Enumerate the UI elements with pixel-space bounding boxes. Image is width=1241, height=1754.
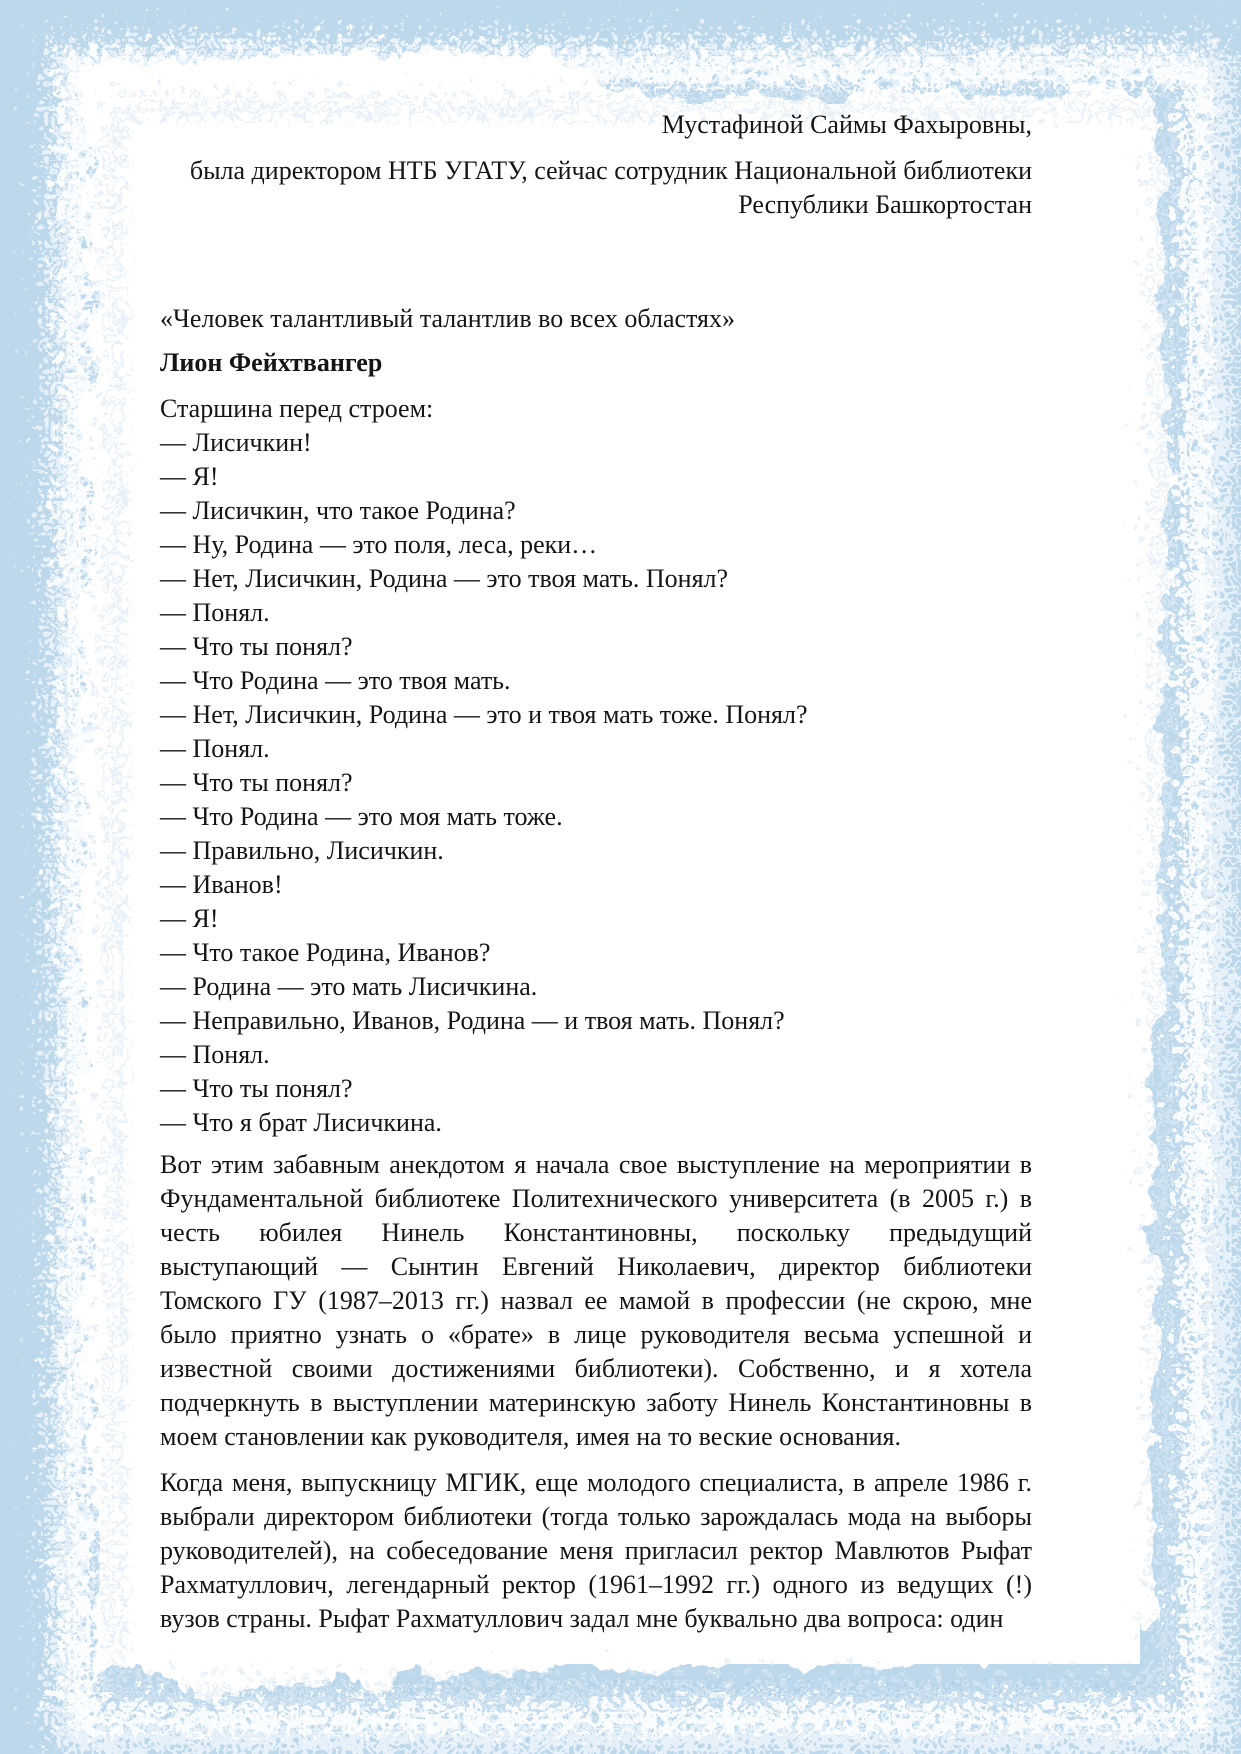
body-paragraph: Вот этим забавным анекдотом я начала свое выступление на мероприятии в Фундаментальной библиотеке Политехнического университета (в 2005 г.) в честь юбилея Нинель Константиновны, поскольку предыдущий выступающий — Сынтин Евгений Николаевич, директор библиотеки Томского ГУ (1987–2013 гг.) назвал ее мамой в профессии (не скрою, мне было приятно узнать о «брате» в лице руководителя весьма успешной и известной своими достижениями библиотеки). Собственно, и я хотела подчеркнуть в выступлении материнскую заботу Нинель Константиновны в моем становлении как руководителя, имея на то веские основания. — [160, 1150, 1032, 1451]
body-paragraph: Когда меня, выпускницу МГИК, еще молодого специалиста, в апреле 1986 г. выбрали директором библиотеки (тогда только зарождалась мода на выборы руководителей), на собеседование меня пригласил ректор Мавлютов Рыфат Рахматуллович, легендарный ректор (1961–1992 гг.) одного из ведущих (!) вузов страны. Рыфат Рахматуллович задал мне буквально два вопроса: один — [160, 1468, 1032, 1633]
dialogue-line: — Лисичкин! — [160, 428, 312, 457]
dialogue-line: — Родина — это мать Лисичкина. — [160, 972, 538, 1001]
dialogue-line: — Нет, Лисичкин, Родина — это твоя мать. Понял? — [160, 564, 729, 593]
page-content — [160, 108, 1032, 1648]
dialogue-line: — Что я брат Лисичкина. — [160, 1108, 442, 1137]
dialogue-line: — Что ты понял? — [160, 768, 353, 797]
dialogue-line: — Я! — [160, 904, 219, 933]
dialogue-line: — Понял. — [160, 734, 270, 763]
dialogue-line: — Ну, Родина — это поля, леса, реки… — [160, 530, 598, 559]
epigraph-author: Лион Фейхтвангер — [160, 348, 383, 377]
dialogue-line: — Понял. — [160, 598, 270, 627]
dialogue-line: — Что Родина — это твоя мать. — [160, 666, 511, 695]
dialogue-line: — Что такое Родина, Иванов? — [160, 938, 491, 967]
dialogue — [160, 426, 1032, 1140]
attribution — [160, 108, 1032, 222]
dialogue-line: — Что Родина — это моя мать тоже. — [160, 802, 563, 831]
dialogue-line: — Что ты понял? — [160, 632, 353, 661]
dialogue-line: — Правильно, Лисичкин. — [160, 836, 444, 865]
dialogue-line: — Нет, Лисичкин, Родина — это и твоя мать тоже. Понял? — [160, 700, 808, 729]
dialogue-line: — Что ты понял? — [160, 1074, 353, 1103]
dialogue-line: — Я! — [160, 462, 219, 491]
dialogue-line: — Неправильно, Иванов, Родина — и твоя мать. Понял? — [160, 1006, 785, 1035]
attribution-line: была директором НТБ УГАТУ, сейчас сотрудник Национальной библиотеки — [189, 156, 1032, 185]
epigraph-quote: «Человек талантливый талантлив во всех областях» — [160, 304, 735, 333]
dialogue-line: — Понял. — [160, 1040, 270, 1069]
dialogue-line: — Иванов! — [160, 870, 283, 899]
attribution-line: Республики Башкортостан — [738, 190, 1032, 219]
dialogue-line: — Лисичкин, что такое Родина? — [160, 496, 516, 525]
anecdote-intro: Старшина перед строем: — [160, 394, 434, 423]
attribution-line: Мустафиной Саймы Фахыровны, — [661, 110, 1032, 139]
